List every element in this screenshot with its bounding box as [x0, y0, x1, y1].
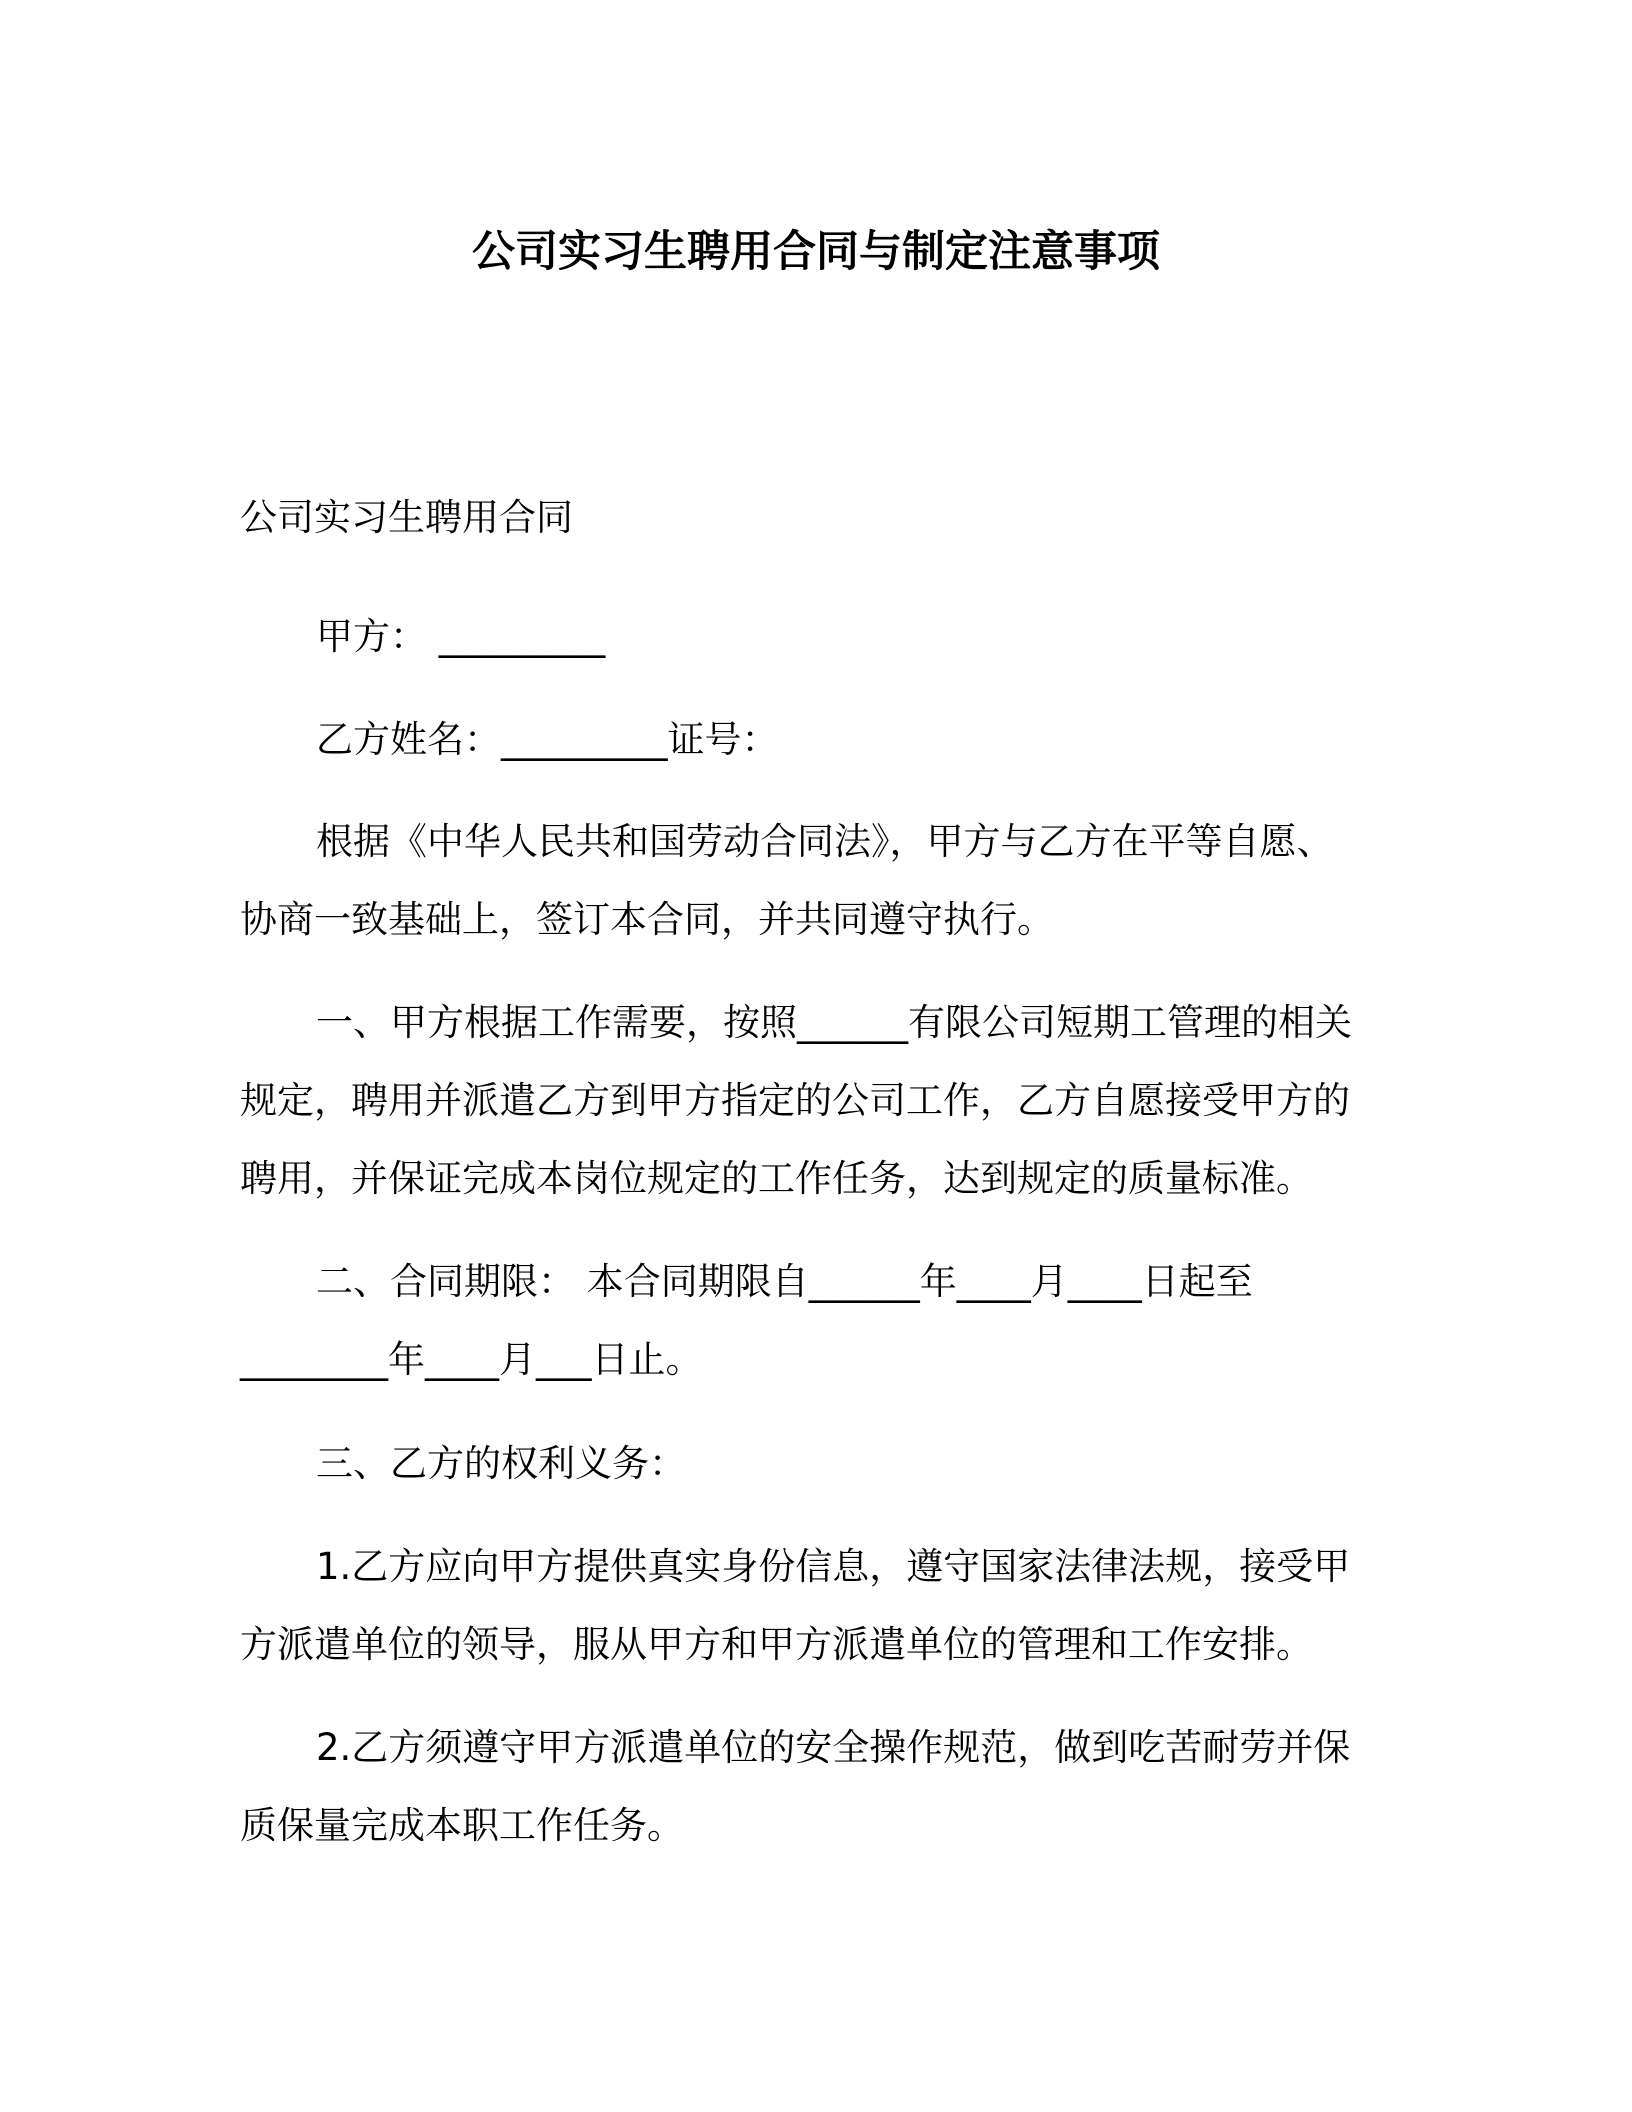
party-a-text: 甲方： _________	[316, 615, 606, 658]
clause-2-line-2: ________年____月___日止。	[240, 1338, 703, 1381]
clause-2-line-1: 二、合同期限： 本合同期限自______年____月____日起至	[316, 1260, 1253, 1303]
party-a-line	[240, 598, 1360, 676]
item-2-line-1: 2.乙方须遵守甲方派遣单位的安全操作规范，做到吃苦耐劳并保	[316, 1726, 1351, 1769]
party-b-line	[240, 701, 1360, 779]
clause-1-line-3: 聘用，并保证完成本岗位规定的工作任务，达到规定的质量标准。	[240, 1157, 1313, 1200]
document-title: 公司实习生聘用合同与制定注意事项	[472, 227, 1160, 277]
clause-1-line-2: 规定，聘用并派遣乙方到甲方指定的公司工作，乙方自愿接受甲方的	[240, 1079, 1350, 1122]
preamble-line-1: 根据《中华人民共和国劳动合同法》，甲方与乙方在平等自愿、	[316, 820, 1334, 863]
item-1-paragraph	[240, 1528, 1360, 1684]
preamble-line-2: 协商一致基础上，签订本合同，并共同遵守执行。	[240, 898, 1054, 941]
item-1-line-2: 方派遣单位的领导，服从甲方和甲方派遣单位的管理和工作安排。	[240, 1623, 1313, 1666]
contract-subtitle: 公司实习生聘用合同	[240, 496, 573, 539]
party-b-text: 乙方姓名：_________证号：	[316, 718, 779, 761]
clause-3-heading-text: 三、乙方的权利义务：	[316, 1442, 686, 1485]
clause-3-heading	[240, 1425, 1360, 1503]
preamble-paragraph	[240, 803, 1360, 959]
clause-1-paragraph	[240, 984, 1360, 1218]
item-2-paragraph	[240, 1709, 1360, 1865]
clause-1-line-1: 一、甲方根据工作需要，按照______有限公司短期工管理的相关	[316, 1001, 1352, 1044]
item-1-line-1: 1.乙方应向甲方提供真实身份信息，遵守国家法律法规，接受甲	[316, 1545, 1351, 1588]
clause-2-paragraph	[240, 1243, 1360, 1399]
item-2-line-2: 质保量完成本职工作任务。	[240, 1804, 684, 1847]
